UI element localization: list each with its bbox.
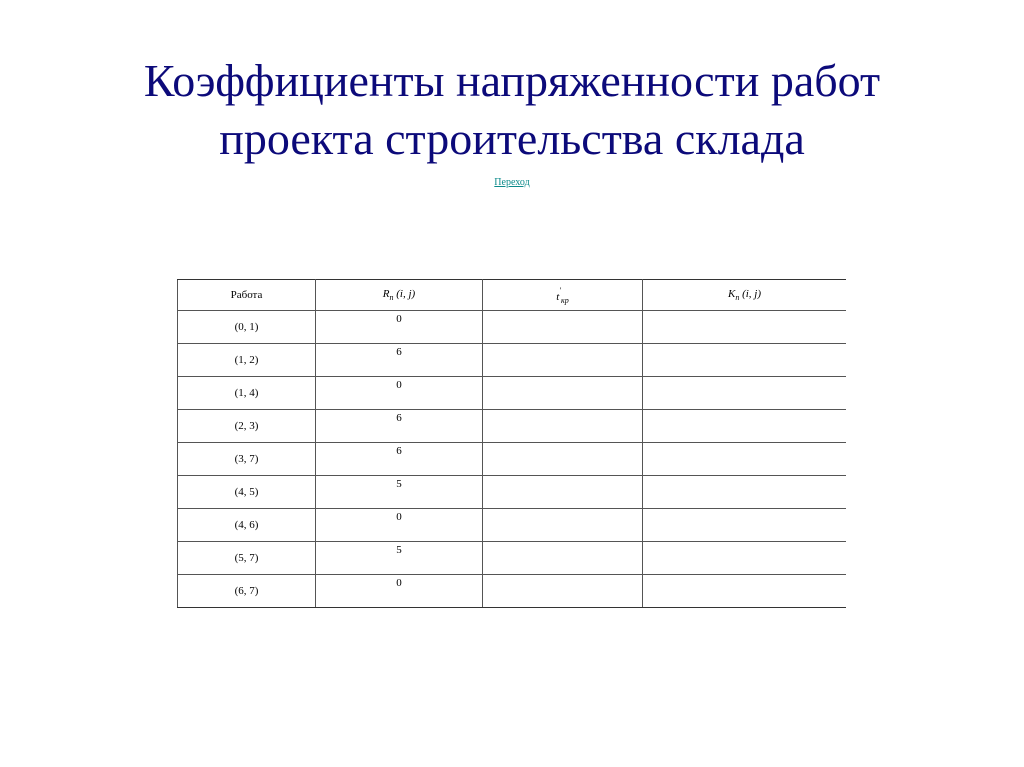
cell-work: (1, 2) <box>178 344 316 377</box>
navigation-link[interactable]: Переход <box>494 177 530 188</box>
header-k-args: (i, j) <box>742 288 762 300</box>
cell-work: (3, 7) <box>178 443 316 476</box>
header-r-subscript: п <box>389 293 394 302</box>
cell-reserve: 0 <box>316 377 483 410</box>
cell-coefficient <box>643 476 847 509</box>
cell-critical-time <box>483 410 643 443</box>
cell-reserve: 6 <box>316 410 483 443</box>
header-r-args: (i, j) <box>396 288 416 300</box>
cell-critical-time <box>483 476 643 509</box>
header-work <box>178 280 316 311</box>
header-coefficient <box>643 280 847 311</box>
table-row <box>178 410 847 443</box>
cell-critical-time <box>483 542 643 575</box>
header-r-symbol: R <box>382 288 390 300</box>
cell-coefficient <box>643 443 847 476</box>
cell-coefficient <box>643 344 847 377</box>
header-k-subscript: п <box>735 293 740 302</box>
cell-coefficient <box>643 542 847 575</box>
header-k-symbol: K <box>727 288 736 300</box>
cell-work: (6, 7) <box>178 575 316 608</box>
cell-coefficient <box>643 377 847 410</box>
cell-work: (4, 5) <box>178 476 316 509</box>
cell-coefficient <box>643 509 847 542</box>
cell-critical-time <box>483 311 643 344</box>
coefficients-table-container <box>177 279 846 608</box>
table-row <box>178 443 847 476</box>
cell-coefficient <box>643 311 847 344</box>
header-t-subscript: кр <box>561 295 569 305</box>
cell-reserve: 6 <box>316 443 483 476</box>
cell-reserve: 0 <box>316 509 483 542</box>
header-reserve <box>316 280 483 311</box>
cell-reserve: 0 <box>316 575 483 608</box>
cell-critical-time <box>483 575 643 608</box>
cell-coefficient <box>643 575 847 608</box>
cell-critical-time <box>483 509 643 542</box>
table-row <box>178 509 847 542</box>
cell-work: (0, 1) <box>178 311 316 344</box>
table-body <box>178 311 847 608</box>
cell-work: (5, 7) <box>178 542 316 575</box>
header-t-symbol: t <box>556 290 560 303</box>
table-row <box>178 575 847 608</box>
slide-title-line-2: проекта строительства склада <box>219 113 805 164</box>
header-critical-time <box>483 280 643 311</box>
cell-work: (4, 6) <box>178 509 316 542</box>
table-row <box>178 542 847 575</box>
table-row <box>178 377 847 410</box>
coefficients-table <box>177 279 846 608</box>
slide-title <box>0 52 1024 168</box>
header-t-prime: ' <box>559 285 562 295</box>
cell-critical-time <box>483 377 643 410</box>
cell-reserve: 0 <box>316 311 483 344</box>
table-row <box>178 311 847 344</box>
cell-reserve: 5 <box>316 542 483 575</box>
cell-work: (2, 3) <box>178 410 316 443</box>
cell-coefficient <box>643 410 847 443</box>
table-row <box>178 344 847 377</box>
cell-critical-time <box>483 344 643 377</box>
cell-critical-time <box>483 443 643 476</box>
cell-reserve: 6 <box>316 344 483 377</box>
header-work-label: Работа <box>230 289 263 301</box>
slide-title-line-1: Коэффициенты напряженности работ <box>143 55 881 106</box>
cell-reserve: 5 <box>316 476 483 509</box>
table-row <box>178 476 847 509</box>
cell-work: (1, 4) <box>178 377 316 410</box>
table-header-row <box>178 280 847 311</box>
